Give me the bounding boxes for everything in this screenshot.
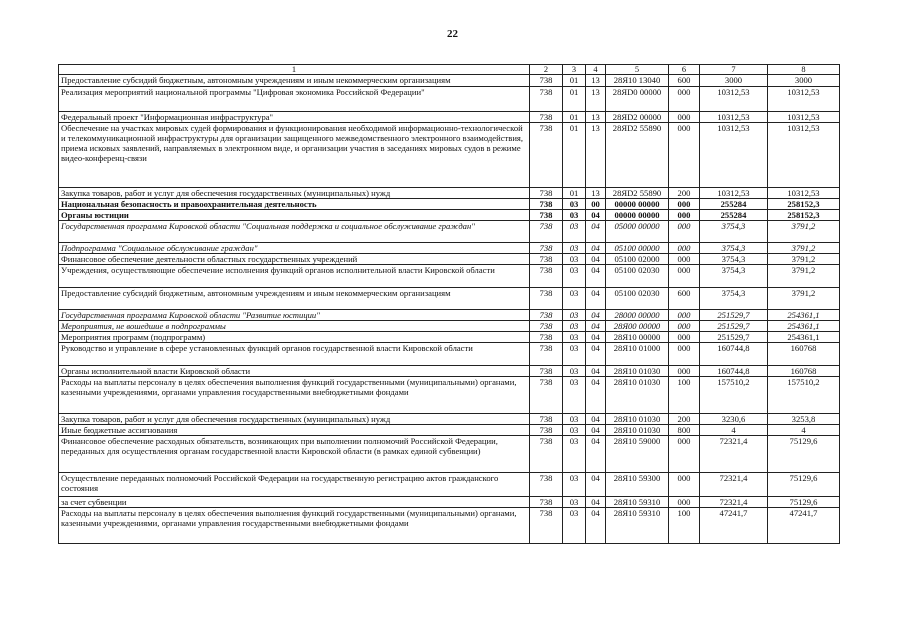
row-name: Государственная программа Кировской области "Развитие юстиции"	[59, 310, 530, 321]
row-sum-year-1: 3754,3	[700, 288, 768, 310]
row-kvsr: 738	[530, 366, 563, 377]
row-kvsr: 738	[530, 425, 563, 436]
row-sum-year-1: 72321,4	[700, 473, 768, 497]
row-sum-year-1: 3230,6	[700, 414, 768, 425]
row-name: Осуществление переданных полномочий Российской Федерации на государственную регистрацию актов гражданского состояния	[59, 473, 530, 497]
table-row	[59, 123, 840, 188]
row-sum-year-1: 4	[700, 425, 768, 436]
row-target-article: 28ЯD2 55890	[606, 188, 669, 199]
row-subsection: 04	[586, 288, 606, 310]
table-row	[59, 112, 840, 123]
row-expense-type: 200	[669, 188, 700, 199]
row-name: Предоставление субсидий бюджетным, автономным учреждениям и иным некоммерческим организациям	[59, 288, 530, 310]
row-section: 01	[563, 112, 586, 123]
row-subsection: 04	[586, 265, 606, 288]
row-expense-type: 000	[669, 265, 700, 288]
row-subsection: 04	[586, 254, 606, 265]
column-header: 2	[530, 65, 563, 75]
row-subsection: 13	[586, 188, 606, 199]
row-kvsr: 738	[530, 414, 563, 425]
row-expense-type: 000	[669, 123, 700, 188]
row-sum-year-2: 258152,3	[768, 210, 840, 221]
row-section: 03	[563, 436, 586, 473]
row-kvsr: 738	[530, 436, 563, 473]
row-target-article: 05100 02000	[606, 254, 669, 265]
column-header: 3	[563, 65, 586, 75]
row-target-article: 28Я10 01030	[606, 414, 669, 425]
table-row	[59, 254, 840, 265]
row-expense-type: 000	[669, 343, 700, 366]
row-subsection: 04	[586, 508, 606, 544]
row-kvsr: 738	[530, 188, 563, 199]
row-target-article: 05100 02030	[606, 265, 669, 288]
table-row	[59, 497, 840, 508]
table-row	[59, 310, 840, 321]
row-subsection: 13	[586, 75, 606, 87]
row-kvsr: 738	[530, 199, 563, 210]
row-sum-year-2: 3791,2	[768, 243, 840, 254]
row-section: 03	[563, 310, 586, 321]
row-target-article: 05100 00000	[606, 243, 669, 254]
row-target-article: 28000 00000	[606, 310, 669, 321]
row-kvsr: 738	[530, 254, 563, 265]
table-row	[59, 366, 840, 377]
row-expense-type: 000	[669, 243, 700, 254]
column-header: 1	[59, 65, 530, 75]
row-kvsr: 738	[530, 332, 563, 343]
table-row	[59, 87, 840, 112]
table-row	[59, 188, 840, 199]
row-sum-year-1: 160744,8	[700, 343, 768, 366]
row-sum-year-1: 3000	[700, 75, 768, 87]
row-expense-type: 100	[669, 377, 700, 414]
row-target-article: 05000 00000	[606, 221, 669, 243]
row-subsection: 13	[586, 87, 606, 112]
row-sum-year-2: 160768	[768, 343, 840, 366]
row-name: Финансовое обеспечение деятельности областных государственных учреждений	[59, 254, 530, 265]
column-header: 7	[700, 65, 768, 75]
row-expense-type: 100	[669, 508, 700, 544]
table-row	[59, 243, 840, 254]
row-subsection: 04	[586, 414, 606, 425]
row-subsection: 04	[586, 473, 606, 497]
row-section: 03	[563, 265, 586, 288]
row-name: Подпрограмма "Социальное обслуживание граждан"	[59, 243, 530, 254]
table-row	[59, 332, 840, 343]
row-sum-year-1: 251529,7	[700, 332, 768, 343]
row-name: Мероприятия, не вошедшие в подпрограммы	[59, 321, 530, 332]
row-kvsr: 738	[530, 112, 563, 123]
row-target-article: 00000 00000	[606, 210, 669, 221]
row-sum-year-2: 75129,6	[768, 497, 840, 508]
row-kvsr: 738	[530, 321, 563, 332]
row-target-article: 28Я10 01030	[606, 366, 669, 377]
row-section: 03	[563, 377, 586, 414]
row-subsection: 04	[586, 243, 606, 254]
row-kvsr: 738	[530, 343, 563, 366]
row-subsection: 04	[586, 366, 606, 377]
row-section: 01	[563, 188, 586, 199]
row-subsection: 04	[586, 343, 606, 366]
table-row	[59, 288, 840, 310]
row-target-article: 28Я10 13040	[606, 75, 669, 87]
table-row	[59, 425, 840, 436]
row-sum-year-1: 10312,53	[700, 188, 768, 199]
row-kvsr: 738	[530, 288, 563, 310]
table-row	[59, 414, 840, 425]
row-sum-year-2: 3791,2	[768, 254, 840, 265]
row-name: Органы исполнительной власти Кировской области	[59, 366, 530, 377]
row-subsection: 04	[586, 310, 606, 321]
row-expense-type: 000	[669, 199, 700, 210]
row-kvsr: 738	[530, 87, 563, 112]
row-name: Национальная безопасность и правоохранительная деятельность	[59, 199, 530, 210]
row-sum-year-2: 157510,2	[768, 377, 840, 414]
table-row	[59, 343, 840, 366]
row-target-article: 28Я10 00000	[606, 332, 669, 343]
row-sum-year-2: 10312,53	[768, 188, 840, 199]
table-row	[59, 221, 840, 243]
table-row	[59, 508, 840, 544]
table-body	[59, 75, 840, 544]
row-target-article: 00000 00000	[606, 199, 669, 210]
row-target-article: 28Я00 00000	[606, 321, 669, 332]
row-section: 03	[563, 210, 586, 221]
row-sum-year-2: 3000	[768, 75, 840, 87]
row-target-article: 28Я10 01000	[606, 343, 669, 366]
row-sum-year-1: 3754,3	[700, 265, 768, 288]
row-expense-type: 800	[669, 425, 700, 436]
row-section: 01	[563, 75, 586, 87]
row-subsection: 04	[586, 436, 606, 473]
row-kvsr: 738	[530, 123, 563, 188]
row-expense-type: 000	[669, 112, 700, 123]
row-expense-type: 000	[669, 87, 700, 112]
row-target-article: 28Я10 59000	[606, 436, 669, 473]
row-name: Мероприятия программ (подпрограмм)	[59, 332, 530, 343]
row-sum-year-2: 75129,6	[768, 436, 840, 473]
row-sum-year-2: 160768	[768, 366, 840, 377]
row-section: 03	[563, 497, 586, 508]
row-name: Расходы на выплаты персоналу в целях обеспечения выполнения функций государственными (муниципальными) органами, казенными учреждениями, органами управления государственными внебюджетными фондами	[59, 508, 530, 544]
row-section: 03	[563, 199, 586, 210]
row-section: 03	[563, 473, 586, 497]
row-sum-year-1: 10312,53	[700, 123, 768, 188]
row-name: Реализация мероприятий национальной программы "Цифровая экономика Российской Федерации"	[59, 87, 530, 112]
row-sum-year-2: 254361,1	[768, 332, 840, 343]
table-row	[59, 436, 840, 473]
row-kvsr: 738	[530, 508, 563, 544]
row-section: 01	[563, 123, 586, 188]
row-name: Обеспечение на участках мировых судей формирования и функционирования необходимой информационно-технологической и телекоммуникационной инфраструктуры для организации защищенного межведомственного электронного взаимодействия, приема исковых заявлений, направляемых в электронном виде, и организации участия в заседаниях мировых судов в режиме видео-конференц-связи	[59, 123, 530, 188]
row-kvsr: 738	[530, 210, 563, 221]
row-sum-year-1: 72321,4	[700, 497, 768, 508]
row-section: 03	[563, 425, 586, 436]
row-sum-year-2: 47241,7	[768, 508, 840, 544]
row-sum-year-1: 251529,7	[700, 310, 768, 321]
row-section: 03	[563, 288, 586, 310]
row-subsection: 04	[586, 332, 606, 343]
row-target-article: 28Я10 59310	[606, 508, 669, 544]
row-kvsr: 738	[530, 310, 563, 321]
row-sum-year-2: 4	[768, 425, 840, 436]
row-section: 03	[563, 243, 586, 254]
row-subsection: 04	[586, 210, 606, 221]
row-target-article: 28Я10 01030	[606, 377, 669, 414]
row-name: Учреждения, осуществляющие обеспечение исполнения функций органов исполнительной власти Кировской области	[59, 265, 530, 288]
row-expense-type: 200	[669, 414, 700, 425]
row-target-article: 28Я10 01030	[606, 425, 669, 436]
row-sum-year-2: 254361,1	[768, 321, 840, 332]
table-row	[59, 321, 840, 332]
row-kvsr: 738	[530, 377, 563, 414]
row-section: 03	[563, 221, 586, 243]
row-expense-type: 600	[669, 288, 700, 310]
table-row	[59, 75, 840, 87]
row-expense-type: 600	[669, 75, 700, 87]
row-kvsr: 738	[530, 75, 563, 87]
row-sum-year-1: 3754,3	[700, 221, 768, 243]
row-expense-type: 000	[669, 310, 700, 321]
row-subsection: 04	[586, 425, 606, 436]
row-name: Закупка товаров, работ и услуг для обеспечения государственных (муниципальных) нужд	[59, 188, 530, 199]
row-subsection: 13	[586, 123, 606, 188]
row-sum-year-1: 3754,3	[700, 254, 768, 265]
row-kvsr: 738	[530, 497, 563, 508]
row-name: Органы юстиции	[59, 210, 530, 221]
row-name: Руководство и управление в сфере установленных функций органов государственной власти Кировской области	[59, 343, 530, 366]
row-name: Финансовое обеспечение расходных обязательств, возникающих при выполнении полномочий Российской Федерации, переданных для осуществления органам государственной власти Кировской области (в рамках единой субвенции)	[59, 436, 530, 473]
row-expense-type: 000	[669, 436, 700, 473]
row-expense-type: 000	[669, 254, 700, 265]
row-expense-type: 000	[669, 210, 700, 221]
row-subsection: 04	[586, 321, 606, 332]
row-section: 03	[563, 414, 586, 425]
row-sum-year-1: 157510,2	[700, 377, 768, 414]
row-kvsr: 738	[530, 221, 563, 243]
row-sum-year-2: 3253,8	[768, 414, 840, 425]
row-target-article: 28ЯD0 00000	[606, 87, 669, 112]
table-row	[59, 199, 840, 210]
row-target-article: 05100 02030	[606, 288, 669, 310]
row-sum-year-2: 3791,2	[768, 265, 840, 288]
row-section: 03	[563, 332, 586, 343]
row-target-article: 28Я10 59310	[606, 497, 669, 508]
row-sum-year-1: 10312,53	[700, 112, 768, 123]
row-sum-year-2: 258152,3	[768, 199, 840, 210]
row-section: 03	[563, 254, 586, 265]
row-subsection: 04	[586, 221, 606, 243]
row-subsection: 13	[586, 112, 606, 123]
row-subsection: 00	[586, 199, 606, 210]
row-name: за счет субвенции	[59, 497, 530, 508]
row-sum-year-2: 10312,53	[768, 123, 840, 188]
table-row	[59, 473, 840, 497]
row-sum-year-2: 10312,53	[768, 87, 840, 112]
row-expense-type: 000	[669, 473, 700, 497]
row-sum-year-2: 10312,53	[768, 112, 840, 123]
row-name: Закупка товаров, работ и услуг для обеспечения государственных (муниципальных) нужд	[59, 414, 530, 425]
row-target-article: 28ЯD2 00000	[606, 112, 669, 123]
page-number: 22	[447, 28, 458, 40]
row-sum-year-1: 47241,7	[700, 508, 768, 544]
row-expense-type: 000	[669, 497, 700, 508]
row-section: 03	[563, 321, 586, 332]
row-sum-year-2: 75129,6	[768, 473, 840, 497]
table-row	[59, 377, 840, 414]
row-sum-year-1: 160744,8	[700, 366, 768, 377]
row-target-article: 28ЯD2 55890	[606, 123, 669, 188]
column-header: 5	[606, 65, 669, 75]
row-target-article: 28Я10 59300	[606, 473, 669, 497]
budget-table	[58, 64, 840, 544]
row-section: 03	[563, 343, 586, 366]
row-kvsr: 738	[530, 243, 563, 254]
row-sum-year-1: 251529,7	[700, 321, 768, 332]
row-name: Расходы на выплаты персоналу в целях обеспечения выполнения функций государственными (муниципальными) органами, казенными учреждениями, органами управления государственными внебюджетными фондами	[59, 377, 530, 414]
row-sum-year-1: 255284	[700, 210, 768, 221]
row-name: Государственная программа Кировской области "Социальная поддержка и социальное обслуживание граждан"	[59, 221, 530, 243]
row-subsection: 04	[586, 377, 606, 414]
row-expense-type: 000	[669, 332, 700, 343]
row-name: Иные бюджетные ассигнования	[59, 425, 530, 436]
row-section: 03	[563, 366, 586, 377]
row-expense-type: 000	[669, 366, 700, 377]
row-name: Федеральный проект "Информационная инфраструктура"	[59, 112, 530, 123]
row-sum-year-1: 3754,3	[700, 243, 768, 254]
row-expense-type: 000	[669, 321, 700, 332]
row-name: Предоставление субсидий бюджетным, автономным учреждениям и иным некоммерческим организациям	[59, 75, 530, 87]
row-sum-year-2: 3791,2	[768, 288, 840, 310]
row-section: 03	[563, 508, 586, 544]
column-header: 4	[586, 65, 606, 75]
column-header: 8	[768, 65, 840, 75]
table-row	[59, 210, 840, 221]
row-sum-year-2: 3791,2	[768, 221, 840, 243]
column-header-row	[59, 65, 840, 75]
row-kvsr: 738	[530, 265, 563, 288]
row-subsection: 04	[586, 497, 606, 508]
row-sum-year-2: 254361,1	[768, 310, 840, 321]
row-expense-type: 000	[669, 221, 700, 243]
row-sum-year-1: 72321,4	[700, 436, 768, 473]
column-header: 6	[669, 65, 700, 75]
row-sum-year-1: 255284	[700, 199, 768, 210]
row-sum-year-1: 10312,53	[700, 87, 768, 112]
row-section: 01	[563, 87, 586, 112]
row-kvsr: 738	[530, 473, 563, 497]
table-row	[59, 265, 840, 288]
